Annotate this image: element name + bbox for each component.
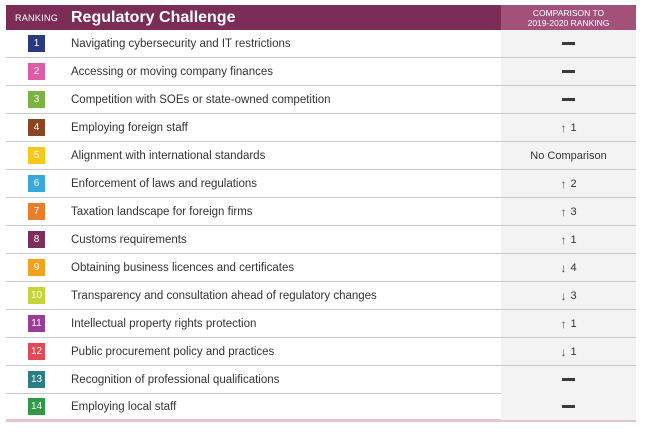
change-value: 4 [570, 261, 577, 274]
comparison-cell [501, 282, 636, 309]
arrow-up-icon: ↑ [560, 316, 567, 331]
rank-cell [6, 315, 67, 332]
challenge-label: Competition with SOEs or state-owned competition [71, 93, 331, 106]
rank-cell [6, 63, 67, 80]
challenge-label: Employing local staff [71, 400, 177, 413]
rank-badge: 2 [28, 63, 45, 80]
comparison-cell [501, 366, 636, 393]
table-row [6, 282, 636, 310]
table-row [6, 310, 636, 338]
rank-badge: 13 [28, 371, 45, 388]
arrow-up-icon: ↑ [560, 232, 567, 247]
challenge-label: Enforcement of laws and regulations [71, 177, 258, 190]
rank-badge: 4 [28, 119, 45, 136]
change-value: 2 [570, 177, 577, 190]
rank-badge: 3 [28, 91, 45, 108]
change-value: 1 [570, 317, 577, 330]
rank-cell [6, 91, 67, 108]
table-row [6, 58, 636, 86]
rank-badge: 6 [28, 175, 45, 192]
comparison-cell [501, 393, 636, 420]
change-value: 1 [570, 345, 577, 358]
ranking-column-header: RANKING [6, 5, 67, 30]
rank-cell [6, 147, 67, 164]
rank-cell [6, 231, 67, 248]
comparison-column-header [501, 5, 636, 30]
table-row [6, 114, 636, 142]
rank-cell [6, 343, 67, 360]
challenge-label: Navigating cybersecurity and IT restrictions [71, 37, 291, 50]
arrow-up-icon: ↑ [560, 176, 567, 191]
change-value: 3 [570, 289, 577, 302]
table-body [6, 30, 636, 422]
arrow-down-icon: ↓ [560, 288, 567, 303]
arrow-down-icon: ↓ [560, 344, 567, 359]
table-title: Regulatory Challenge [67, 5, 501, 30]
comparison-cell [501, 198, 636, 225]
no-change-dash-icon [562, 378, 575, 381]
comparison-header-line2: 2019-2020 RANKING [527, 17, 610, 28]
comparison-cell [501, 254, 636, 281]
comparison-cell [501, 86, 636, 113]
no-change-dash-icon [562, 42, 575, 45]
table-row [6, 198, 636, 226]
comparison-cell [501, 226, 636, 253]
rank-badge: 8 [28, 231, 45, 248]
table-row [6, 366, 636, 394]
comparison-header-line1: COMPARISON TO [532, 7, 605, 18]
comparison-cell [501, 170, 636, 197]
rank-cell [6, 371, 67, 388]
comparison-cell [501, 310, 636, 337]
rank-cell [6, 175, 67, 192]
rank-cell [6, 35, 67, 52]
challenge-label: Public procurement policy and practices [71, 345, 275, 358]
rank-cell [6, 259, 67, 276]
table-row [6, 338, 636, 366]
challenge-label: Accessing or moving company finances [71, 65, 273, 78]
rank-cell [6, 398, 67, 415]
rank-badge: 10 [28, 287, 45, 304]
table-row [6, 142, 636, 170]
ranking-table [6, 5, 636, 422]
rank-cell [6, 119, 67, 136]
table-row [6, 226, 636, 254]
challenge-label: Obtaining business licences and certificates [71, 261, 295, 274]
comparison-cell [501, 114, 636, 141]
rank-cell [6, 203, 67, 220]
comparison-cell [501, 30, 636, 57]
change-value: 1 [570, 233, 577, 246]
table-row [6, 254, 636, 282]
table-row [6, 30, 636, 58]
arrow-down-icon: ↓ [560, 260, 567, 275]
rank-badge: 9 [28, 259, 45, 276]
comparison-cell [501, 142, 636, 169]
table-row [6, 394, 636, 422]
rank-badge: 7 [28, 203, 45, 220]
challenge-label: Intellectual property rights protection [71, 317, 257, 330]
challenge-label: Alignment with international standards [71, 149, 266, 162]
challenge-label: Customs requirements [71, 233, 187, 246]
rank-cell [6, 287, 67, 304]
comparison-text: No Comparison [530, 149, 607, 162]
no-change-dash-icon [562, 98, 575, 101]
no-change-dash-icon [562, 70, 575, 73]
challenge-label: Taxation landscape for foreign firms [71, 205, 253, 218]
comparison-cell [501, 58, 636, 85]
challenge-label: Recognition of professional qualifications [71, 373, 280, 386]
table-row [6, 86, 636, 114]
no-change-dash-icon [562, 405, 575, 408]
arrow-up-icon: ↑ [560, 120, 567, 135]
comparison-cell [501, 338, 636, 365]
table-row [6, 170, 636, 198]
table-header [6, 5, 636, 30]
rank-badge: 12 [28, 343, 45, 360]
arrow-up-icon: ↑ [560, 204, 567, 219]
rank-badge: 5 [28, 147, 45, 164]
rank-badge: 14 [28, 398, 45, 415]
change-value: 1 [570, 121, 577, 134]
change-value: 3 [570, 205, 577, 218]
rank-badge: 11 [28, 315, 45, 332]
rank-badge: 1 [28, 35, 45, 52]
challenge-label: Transparency and consultation ahead of regulatory changes [71, 289, 377, 302]
challenge-label: Employing foreign staff [71, 121, 188, 134]
